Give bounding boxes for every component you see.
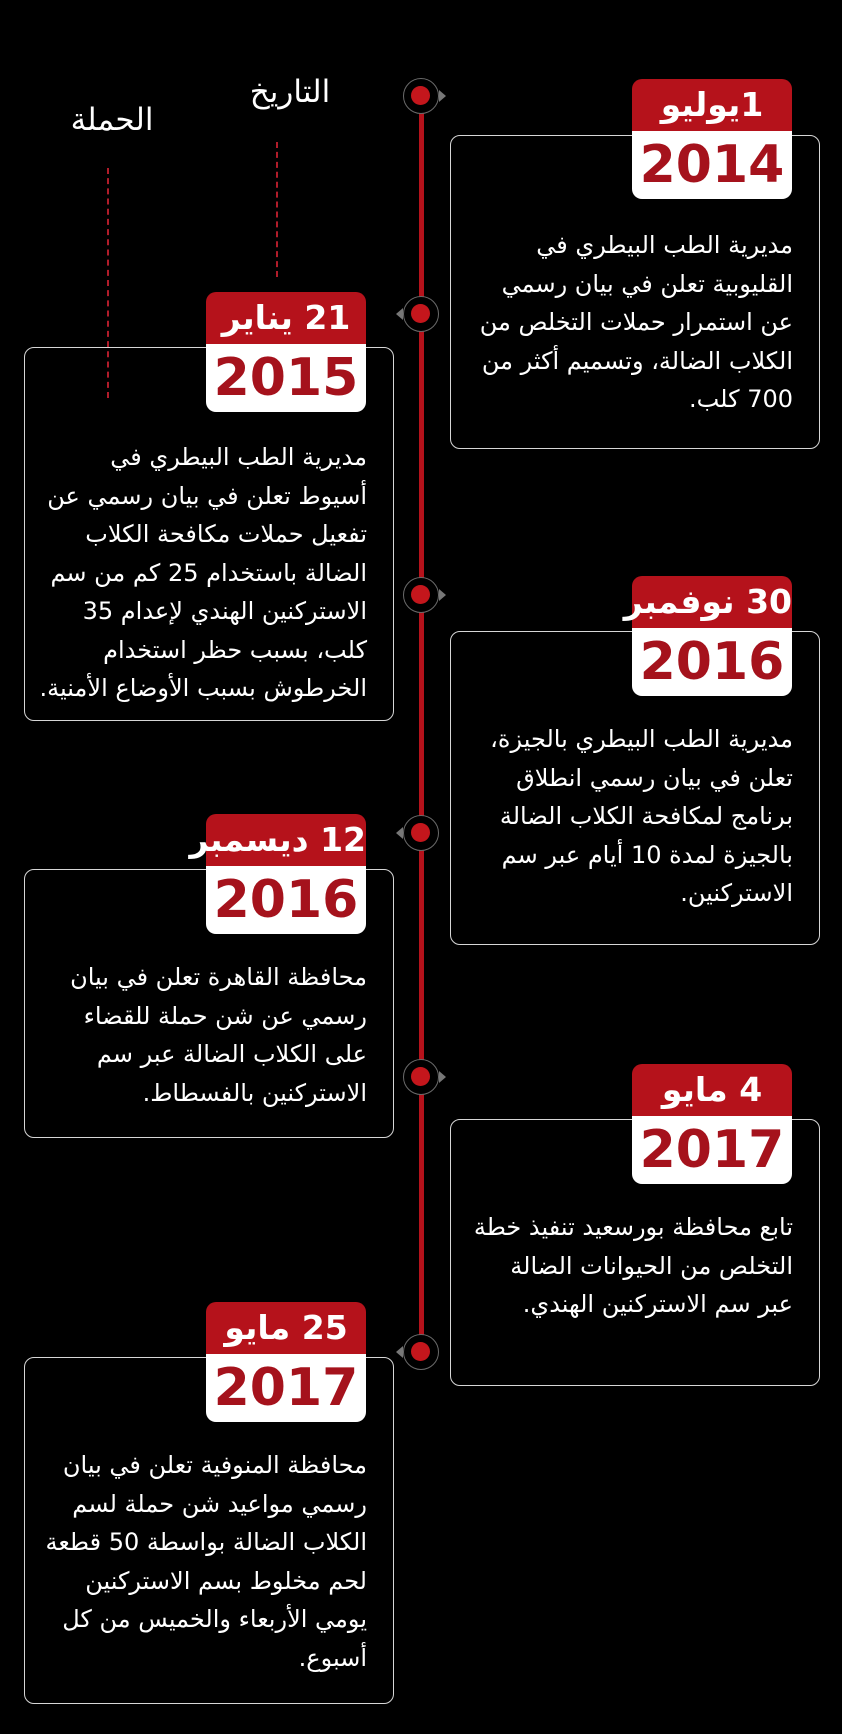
date-year: 2016 (206, 866, 366, 934)
date-day-month: 25 مايو (206, 1302, 366, 1354)
timeline-pointer (439, 589, 446, 601)
header-date: التاريخ (249, 74, 331, 110)
timeline-pointer (396, 308, 403, 320)
timeline-node (403, 815, 439, 851)
timeline-spine (419, 94, 424, 1352)
timeline-node (403, 1334, 439, 1370)
date-day-month: 12 ديسمبر (206, 814, 366, 866)
date-badge (632, 79, 792, 199)
timeline-node (403, 78, 439, 114)
header-campaign: الحملة (70, 102, 154, 138)
date-day-month: 30 نوفمبر (632, 576, 792, 628)
date-badge (206, 1302, 366, 1422)
event-text: مديرية الطب البيطري في أسيوط تعلن في بيان رسمي عن تفعيل حملات مكافحة الكلاب الضالة باستخدام 25 كم من سم الاستركنين الهندي لإعدام 35 كلب، بسبب حظر استخدام الخرطوش بسبب الأوضاع الأمنية. (39, 443, 367, 702)
event-text: محافظة المنوفية تعلن في بيان رسمي مواعيد شن حملة لسم الكلاب الضالة بواسطة 50 قطعة لحم مخلوط بسم الاستركنين يومي الأربعاء والخميس من كل أسبوع. (45, 1451, 367, 1672)
date-year: 2016 (632, 628, 792, 696)
date-day-month: 1يوليو (632, 79, 792, 131)
date-day-month: 21 يناير (206, 292, 366, 344)
date-year: 2017 (206, 1354, 366, 1422)
timeline-pointer (439, 1071, 446, 1083)
date-badge (189, 814, 366, 934)
timeline-pointer (396, 827, 403, 839)
date-year: 2017 (632, 1116, 792, 1184)
timeline-pointer (396, 1346, 403, 1358)
date-day-month: 4 مايو (632, 1064, 792, 1116)
header-date-guide (276, 142, 278, 277)
event-text: محافظة القاهرة تعلن في بيان رسمي عن شن حملة للقضاء على الكلاب الضالة عبر سم الاستركنين بالفسطاط. (70, 963, 367, 1107)
event-text: تابع محافظة بورسعيد تنفيذ خطة التخلص من الحيوانات الضالة عبر سم الاستركنين الهندي. (473, 1213, 793, 1318)
timeline-node (403, 296, 439, 332)
timeline-node (403, 577, 439, 613)
timeline-pointer (439, 90, 446, 102)
timeline-node (403, 1059, 439, 1095)
date-badge (623, 576, 792, 696)
date-year: 2014 (632, 131, 792, 199)
event-text: مديرية الطب البيطري في القليوبية تعلن في بيان رسمي عن استمرار حملات التخلص من الكلاب الضالة، وتسميم أكثر من 700 كلب. (479, 231, 793, 413)
date-year: 2015 (206, 344, 366, 412)
date-badge (206, 292, 366, 412)
date-badge (632, 1064, 792, 1184)
event-text: مديرية الطب البيطري بالجيزة، تعلن في بيان رسمي انطلاق برنامج لمكافحة الكلاب الضالة بالجيزة لمدة 10 أيام عبر سم الاستركنين. (490, 725, 793, 907)
